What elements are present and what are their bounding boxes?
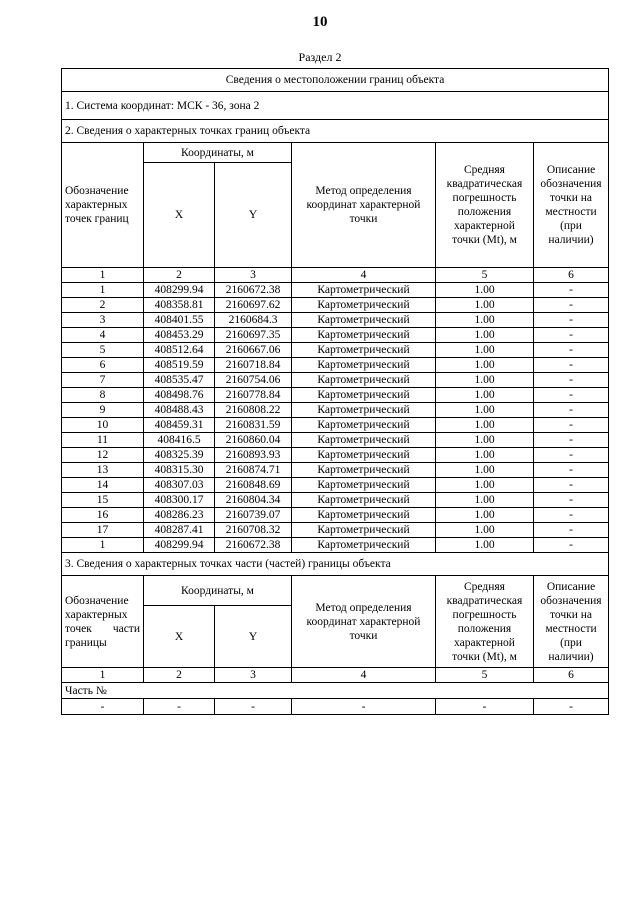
column-number: 2 [144, 668, 215, 683]
point-description: - [534, 328, 609, 343]
table-row [62, 343, 609, 358]
point-description: - [534, 283, 609, 298]
mean-error: 1.00 [436, 403, 534, 418]
point-description: - [534, 463, 609, 478]
point-description: - [534, 478, 609, 493]
point-number: 3 [62, 313, 144, 328]
point-number: 12 [62, 448, 144, 463]
mean-error: 1.00 [436, 493, 534, 508]
point-description: - [534, 403, 609, 418]
coord-x: 408315.30 [144, 463, 215, 478]
mean-error: 1.00 [436, 283, 534, 298]
coord-y: 2160697.62 [215, 298, 292, 313]
column-number: 5 [436, 668, 534, 683]
method: Картометрический [292, 448, 436, 463]
section-title: Раздел 2 [298, 50, 342, 64]
mean-error: 1.00 [436, 448, 534, 463]
table-row [62, 538, 609, 553]
column-number: 6 [534, 668, 609, 683]
column-number: 4 [292, 268, 436, 283]
coord-y: 2160874.71 [215, 463, 292, 478]
coord-x: 408325.39 [144, 448, 215, 463]
empty-cell: - [292, 699, 436, 715]
coord-y: 2160684.3 [215, 313, 292, 328]
coord-y: 2160848.69 [215, 478, 292, 493]
mean-error: 1.00 [436, 478, 534, 493]
header-method-part: Метод определения координат характерной точки [292, 576, 436, 668]
coord-y: 2160808.22 [215, 403, 292, 418]
table-row [62, 358, 609, 373]
coord-x: 408286.23 [144, 508, 215, 523]
point-number: 15 [62, 493, 144, 508]
part3-title: 3. Сведения о характерных точках части (частей) границы объекта [62, 553, 609, 576]
column-number: 3 [215, 668, 292, 683]
coord-y: 2160893.93 [215, 448, 292, 463]
point-number: 1 [62, 283, 144, 298]
header-designation: Обозначение характерных точек границ [62, 143, 144, 268]
coord-x: 408459.31 [144, 418, 215, 433]
point-number: 2 [62, 298, 144, 313]
coord-x: 408299.94 [144, 283, 215, 298]
coord-y: 2160739.07 [215, 508, 292, 523]
point-description: - [534, 373, 609, 388]
table-row [62, 373, 609, 388]
point-description: - [534, 448, 609, 463]
point-description: - [534, 388, 609, 403]
header-description-part: Описание обозначения точки на местности (при наличии) [534, 576, 609, 668]
coord-x: 408307.03 [144, 478, 215, 493]
table-row [62, 493, 609, 508]
mean-error: 1.00 [436, 433, 534, 448]
method: Картометрический [292, 538, 436, 553]
header-y: Y [215, 163, 292, 268]
coord-y: 2160708.32 [215, 523, 292, 538]
method: Картометрический [292, 493, 436, 508]
point-number: 5 [62, 343, 144, 358]
table-row [62, 418, 609, 433]
table-row [62, 283, 609, 298]
mean-error: 1.00 [436, 328, 534, 343]
method: Картометрический [292, 418, 436, 433]
table-row [62, 328, 609, 343]
coord-y: 2160754.06 [215, 373, 292, 388]
empty-cell: - [215, 699, 292, 715]
point-description: - [534, 418, 609, 433]
table-row [62, 448, 609, 463]
point-number: 11 [62, 433, 144, 448]
table-row [62, 478, 609, 493]
coord-x: 408519.59 [144, 358, 215, 373]
empty-cell: - [144, 699, 215, 715]
header-description: Описание обозначения точки на местности (при наличии) [534, 143, 609, 268]
method: Картометрический [292, 463, 436, 478]
mean-error: 1.00 [436, 298, 534, 313]
table-row [62, 313, 609, 328]
coord-x: 408416.5 [144, 433, 215, 448]
table-row [62, 298, 609, 313]
header-error-part: Средняя квадратическая погрешность положения характерной точки (Mt), м [436, 576, 534, 668]
mean-error: 1.00 [436, 358, 534, 373]
boundary-table [61, 68, 609, 715]
header-x-part: X [144, 606, 215, 668]
page-number: 10 [312, 14, 328, 30]
empty-cell: - [436, 699, 534, 715]
mean-error: 1.00 [436, 418, 534, 433]
mean-error: 1.00 [436, 373, 534, 388]
coord-x: 408358.81 [144, 298, 215, 313]
mean-error: 1.00 [436, 508, 534, 523]
header-coords: Координаты, м [144, 143, 292, 163]
method: Картометрический [292, 523, 436, 538]
coord-y: 2160718.84 [215, 358, 292, 373]
method: Картометрический [292, 298, 436, 313]
table-row [62, 388, 609, 403]
part-label: Часть № [62, 683, 609, 699]
point-number: 9 [62, 403, 144, 418]
header-error: Средняя квадратическая погрешность положения характерной точки (Mt), м [436, 143, 534, 268]
header-method: Метод определения координат характерной точки [292, 143, 436, 268]
empty-row [62, 699, 609, 715]
mean-error: 1.00 [436, 343, 534, 358]
method: Картометрический [292, 403, 436, 418]
coord-y: 2160860.04 [215, 433, 292, 448]
table-row [62, 433, 609, 448]
coord-y: 2160667.06 [215, 343, 292, 358]
coord-y: 2160778.84 [215, 388, 292, 403]
header-coords-part: Координаты, м [144, 576, 292, 606]
coord-y: 2160697.35 [215, 328, 292, 343]
header-y-part: Y [215, 606, 292, 668]
column-number: 6 [534, 268, 609, 283]
coord-system: 1. Система координат: МСК - 36, зона 2 [62, 92, 609, 120]
coord-x: 408299.94 [144, 538, 215, 553]
point-number: 1 [62, 538, 144, 553]
method: Картометрический [292, 433, 436, 448]
table-row [62, 403, 609, 418]
table-title: Сведения о местоположении границ объекта [62, 69, 609, 92]
method: Картометрический [292, 478, 436, 493]
point-description: - [534, 343, 609, 358]
column-number: 2 [144, 268, 215, 283]
column-number: 1 [62, 668, 144, 683]
table-row [62, 463, 609, 478]
mean-error: 1.00 [436, 313, 534, 328]
method: Картометрический [292, 388, 436, 403]
coord-y: 2160672.38 [215, 283, 292, 298]
table-row [62, 508, 609, 523]
coord-x: 408535.47 [144, 373, 215, 388]
column-number: 3 [215, 268, 292, 283]
method: Картометрический [292, 358, 436, 373]
point-description: - [534, 298, 609, 313]
mean-error: 1.00 [436, 523, 534, 538]
mean-error: 1.00 [436, 538, 534, 553]
header-designation-part: Обозначение характерных точек части границы [62, 576, 144, 668]
method: Картометрический [292, 508, 436, 523]
header-x: X [144, 163, 215, 268]
coord-x: 408512.64 [144, 343, 215, 358]
point-number: 14 [62, 478, 144, 493]
column-numbers-row [62, 668, 609, 683]
mean-error: 1.00 [436, 388, 534, 403]
coord-y: 2160804.34 [215, 493, 292, 508]
column-numbers-row [62, 268, 609, 283]
empty-cell: - [534, 699, 609, 715]
point-description: - [534, 538, 609, 553]
point-number: 8 [62, 388, 144, 403]
point-number: 17 [62, 523, 144, 538]
coord-y: 2160831.59 [215, 418, 292, 433]
empty-cell: - [62, 699, 144, 715]
coord-y: 2160672.38 [215, 538, 292, 553]
coord-x: 408453.29 [144, 328, 215, 343]
point-number: 16 [62, 508, 144, 523]
method: Картометрический [292, 373, 436, 388]
coord-x: 408488.43 [144, 403, 215, 418]
method: Картометрический [292, 328, 436, 343]
coord-x: 408401.55 [144, 313, 215, 328]
method: Картометрический [292, 313, 436, 328]
point-number: 7 [62, 373, 144, 388]
coord-x: 408498.76 [144, 388, 215, 403]
point-description: - [534, 358, 609, 373]
point-number: 4 [62, 328, 144, 343]
point-description: - [534, 493, 609, 508]
coord-x: 408300.17 [144, 493, 215, 508]
coord-x: 408287.41 [144, 523, 215, 538]
point-description: - [534, 433, 609, 448]
point-description: - [534, 508, 609, 523]
column-number: 5 [436, 268, 534, 283]
point-number: 10 [62, 418, 144, 433]
column-number: 1 [62, 268, 144, 283]
part2-title: 2. Сведения о характерных точках границ объекта [62, 120, 609, 143]
column-number: 4 [292, 668, 436, 683]
point-description: - [534, 523, 609, 538]
point-number: 13 [62, 463, 144, 478]
table-row [62, 523, 609, 538]
mean-error: 1.00 [436, 463, 534, 478]
method: Картометрический [292, 283, 436, 298]
method: Картометрический [292, 343, 436, 358]
point-number: 6 [62, 358, 144, 373]
point-description: - [534, 313, 609, 328]
